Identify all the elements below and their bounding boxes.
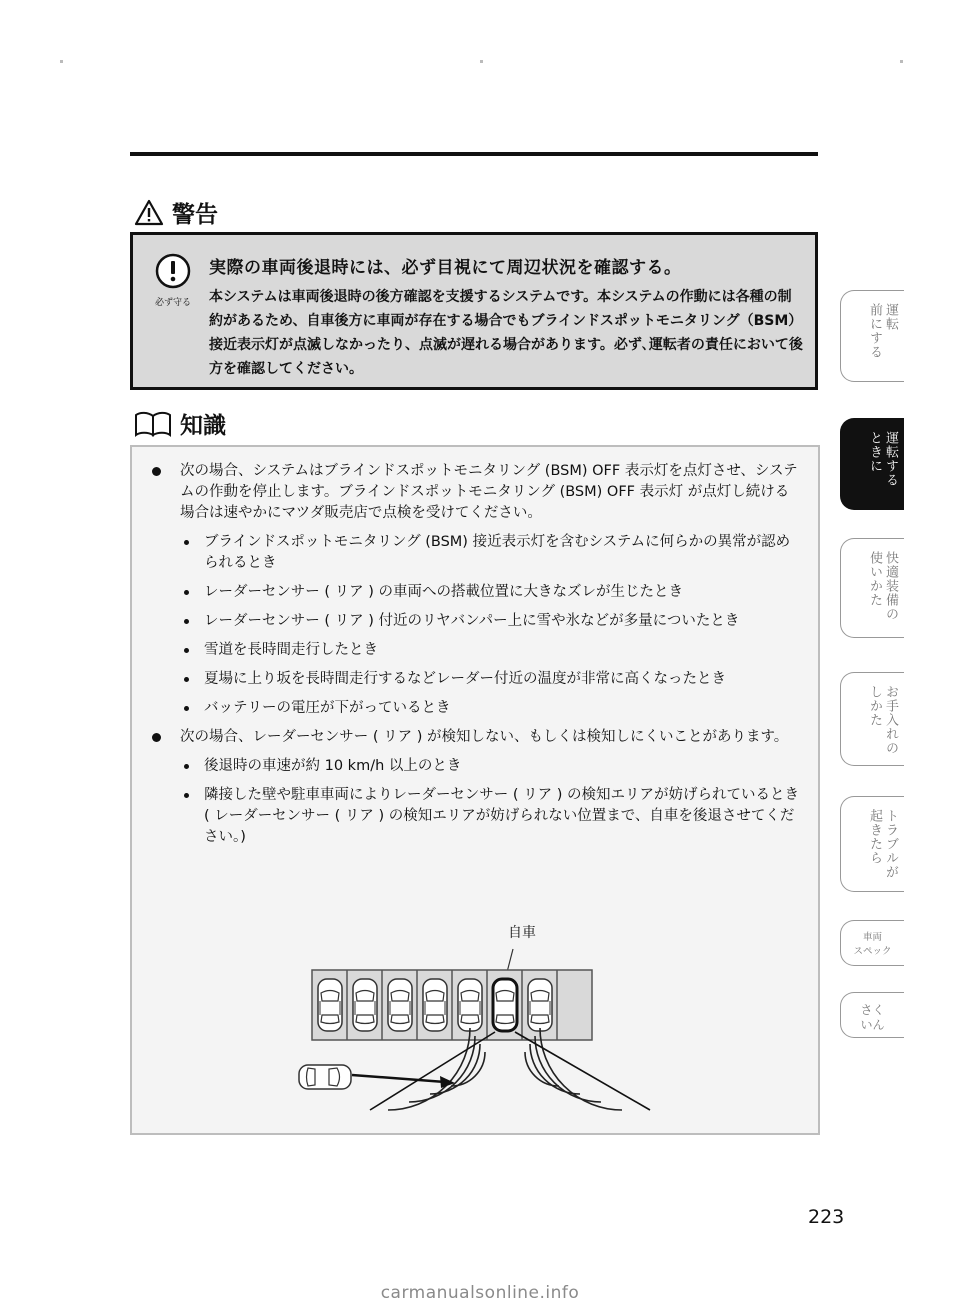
tab-label: 運転 前にする xyxy=(867,303,898,359)
tab-label: トラブルが 起きたら xyxy=(867,809,898,879)
list-item xyxy=(148,461,802,524)
parking-illustration xyxy=(290,922,670,1122)
crop-mark xyxy=(480,60,483,63)
tab-label: 車両 スペック xyxy=(853,932,892,957)
sub-list-item xyxy=(148,756,802,777)
parked-car xyxy=(458,979,482,1031)
tab-index[interactable] xyxy=(840,992,904,1038)
sub-bullet xyxy=(184,764,189,769)
sub-bullet xyxy=(184,793,189,798)
list-item xyxy=(148,727,802,748)
detection-line-right xyxy=(515,1032,650,1110)
tab-label: 運転する ときに xyxy=(867,431,898,487)
sub-item-text: 後退時の車速が約 10 km/h 以上のとき xyxy=(204,758,462,774)
own-vehicle-label: 自車 xyxy=(508,925,536,941)
bullet xyxy=(152,467,161,476)
must-observe-label: 必ず守る xyxy=(154,298,191,308)
top-rule xyxy=(130,152,818,156)
approaching-car xyxy=(299,1065,351,1089)
parked-car xyxy=(528,979,552,1031)
sub-bullet xyxy=(184,706,189,711)
sub-item-text: レーダーセンサー ( リア ) の車両への搭載位置に大きなズレが生じたとき xyxy=(204,584,683,600)
sub-bullet xyxy=(184,648,189,653)
sub-item-text: 隣接した壁や駐車車両によりレーダーセンサー ( リア ) の検知エリアが妨げられているとき ( レーダーセンサー ( リア ) の検知エリアが妨げられない位置まで、自車を後退させてください。) xyxy=(204,787,799,845)
open-book-icon xyxy=(134,411,172,437)
sub-list-item xyxy=(148,532,802,574)
parked-car xyxy=(388,979,412,1031)
knowledge-heading-text: 知識 xyxy=(180,413,226,439)
sub-list-item xyxy=(148,669,802,690)
parked-car xyxy=(353,979,377,1031)
sub-bullet xyxy=(184,619,189,624)
crop-mark xyxy=(60,60,63,63)
sub-list-item xyxy=(148,611,802,632)
list-item-text: 次の場合、レーダーセンサー ( リア ) が検知しない、もしくは検知しにくいことがあります。 xyxy=(180,729,789,745)
knowledge-list xyxy=(148,461,802,856)
own-car xyxy=(493,979,517,1031)
sub-list-item xyxy=(148,582,802,603)
tab-troubleshooting[interactable] xyxy=(840,796,904,892)
tab-label: 快適装備の 使いかた xyxy=(867,551,898,621)
sub-bullet xyxy=(184,540,189,545)
warning-box xyxy=(130,232,818,390)
tab-label: お手入れの しかた xyxy=(867,685,898,755)
tab-before-driving[interactable] xyxy=(840,290,904,382)
bullet xyxy=(152,733,161,742)
tab-specifications[interactable] xyxy=(840,920,904,966)
sub-bullet xyxy=(184,590,189,595)
warning-heading-text: 警告 xyxy=(172,202,218,228)
sub-list-item xyxy=(148,640,802,661)
approach-arrow-line xyxy=(352,1075,445,1082)
crop-mark xyxy=(900,60,903,63)
sub-list-item xyxy=(148,698,802,719)
tab-label: さく いん xyxy=(860,1003,885,1032)
footer-watermark: carmanualsonline.info xyxy=(380,1283,580,1303)
parked-car xyxy=(318,979,342,1031)
warning-heading xyxy=(134,196,218,229)
tab-while-driving[interactable] xyxy=(840,418,904,510)
sub-item-text: レーダーセンサー ( リア ) 付近のリヤバンパー上に雪や氷などが多量についたとき xyxy=(204,613,740,629)
must-observe-mark xyxy=(151,253,195,308)
warning-title: 実際の車両後退時には、必ず目視にて周辺状況を確認する。 xyxy=(209,258,682,278)
list-item-text: 次の場合、システムはブラインドスポットモニタリング (BSM) OFF 表示灯を点灯させ、システムの作動を停止します。ブラインドスポットモニタリング (BSM) OFF 表示灯 が点灯し続ける場合は速やかにマツダ販売店で点検を受けてください。 xyxy=(180,463,798,521)
tab-comfort-equipment[interactable] xyxy=(840,538,904,638)
parking-diagram xyxy=(290,922,670,1126)
exclamation-circle-icon xyxy=(155,253,191,289)
parked-car xyxy=(423,979,447,1031)
sub-item-text: ブラインドスポットモニタリング (BSM) 接近表示灯を含むシステムに何らかの異常が認められるとき xyxy=(204,534,791,571)
page-number: 223 xyxy=(808,1206,845,1228)
warning-triangle-icon xyxy=(134,199,164,226)
tab-maintenance[interactable] xyxy=(840,672,904,766)
sub-item-text: バッテリーの電圧が下がっているとき xyxy=(204,700,451,716)
sub-item-text: 夏場に上り坂を長時間走行するなどレーダー付近の温度が非常に高くなったとき xyxy=(204,671,726,687)
sub-list-item xyxy=(148,785,802,848)
warning-body: 本システムは車両後退時の後方確認を支援するシステムです。本システムの作動には各種の制約があるため、自車後方に車両が存在する場合でもブラインドスポットモニタリング（BSM）接近表示灯が点滅しなかったり、点滅が遅れる場合があります。必ず､運転者の責任において後方を確認してください。 xyxy=(209,289,803,377)
knowledge-heading xyxy=(134,407,226,440)
sub-bullet xyxy=(184,677,189,682)
sub-item-text: 雪道を長時間走行したとき xyxy=(204,642,378,658)
